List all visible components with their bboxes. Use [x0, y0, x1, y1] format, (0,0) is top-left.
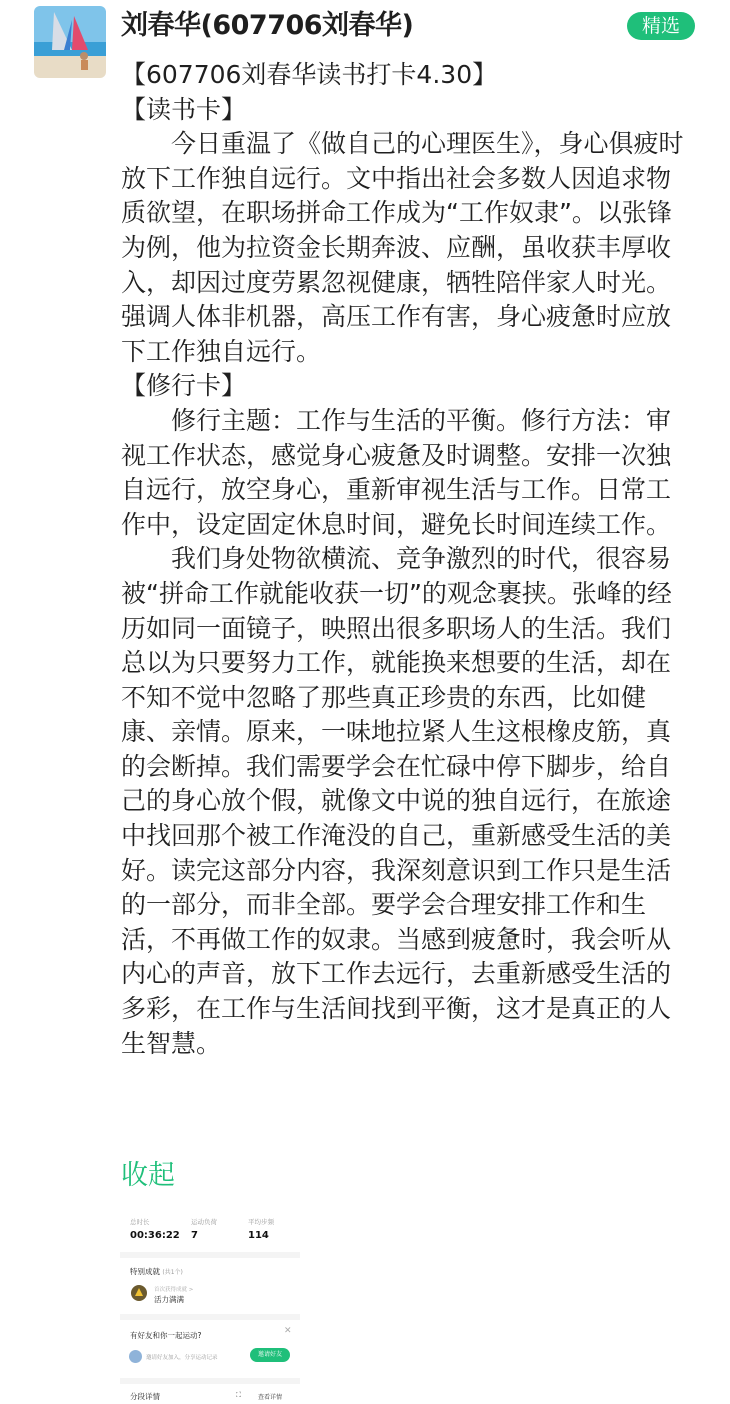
post-content [121, 58, 691, 1061]
medal-icon [131, 1285, 147, 1301]
friend-avatar-icon [129, 1350, 142, 1363]
stat-load [191, 1217, 217, 1241]
achievements-panel [120, 1258, 300, 1314]
paragraph-practice: 修行主题：工作与生活的平衡。修行方法：审视工作状态，感觉身心疲惫及时调整。安排一次独自远行，放空身心，重新审视生活与工作。日常工作中，设定固定休息时间，避免长时间连续工作。 [121, 405, 672, 539]
stat-label: 平均步频 [248, 1218, 274, 1226]
achievements-count: (共1个) [162, 1269, 183, 1276]
achievements-label: 特别成就 [130, 1267, 160, 1276]
avatar[interactable] [34, 6, 106, 78]
achievement-name: 活力满满 [154, 1295, 184, 1304]
invite-question: 有好友和你一起运动? [130, 1331, 202, 1340]
achievement-subtitle[interactable]: 首次获得成就 > [154, 1287, 194, 1293]
paragraph-reflection: 我们身处物欲横流、竞争激烈的时代，很容易被“拼命工作就能收获一切”的观念裹挟。张峰的经历如同一面镜子，映照出很多职场人的生活。我们总以为只要努力工作，就能换来想要的生活，却在不知不觉中忽略了那些真正珍贵的东西，比如健康、亲情。原来，一味地拉紧人生这根橡皮筋，真的会断掉。我们需要学会在忙碌中停下脚步，给自己的身心放个假，就像文中说的独自远行，在旅途中找回那个被工作淹没的自己，重新感受生活的美好。读完这部分内容，我深刻意识到工作只是生活的一部分，而非全部。要学会合理安排工作和生活，不再做工作的奴隶。当感到疲惫时，我会听从内心的声音，放下工作去远行，去重新感受生活的多彩，在工作与生活间找到平衡，这才是真正的人生智慧。 [121, 544, 672, 1058]
stat-duration [130, 1217, 180, 1241]
stat-label: 总时长 [130, 1218, 150, 1226]
stats-panel [120, 1208, 300, 1252]
expand-icon[interactable]: ⛶ [236, 1391, 241, 1399]
post-title: 【607706刘春华读书打卡4.30】 [121, 60, 498, 89]
achievements-title [130, 1266, 183, 1277]
section-header-reading: 【读书卡】 [121, 94, 247, 124]
segments-title: 分段详情 [130, 1392, 160, 1401]
user-name[interactable]: 刘春华(607706刘春华) [121, 10, 414, 41]
featured-badge: 精选 [627, 12, 695, 40]
avatar-image [34, 6, 106, 78]
invite-panel [120, 1320, 300, 1378]
section-header-practice: 【修行卡】 [121, 371, 247, 401]
stat-value: 7 [191, 1230, 198, 1241]
invite-hint: 邀请好友加入，分享运动记录 [146, 1355, 218, 1361]
stat-value: 00:36:22 [130, 1230, 180, 1241]
stat-value: 114 [248, 1230, 269, 1241]
stat-label: 运动负荷 [191, 1218, 217, 1226]
segments-panel [120, 1384, 300, 1404]
collapse-link[interactable]: 收起 [121, 1160, 175, 1191]
attached-screenshot[interactable] [120, 1208, 300, 1404]
view-details-link[interactable]: 查看详情 [258, 1394, 283, 1401]
close-icon[interactable]: ✕ [284, 1326, 292, 1336]
invite-friend-button[interactable]: 邀请好友 [250, 1348, 290, 1362]
paragraph-reading: 今日重温了《做自己的心理医生》，身心俱疲时放下工作独自远行。文中指出社会多数人因追求物质欲望，在职场拼命工作成为“工作奴隶”。以张锋为例，他为拉资金长期奔波、应酬，虽收获丰厚收入，却因过度劳累忽视健康，牺牲陪伴家人时光。强调人体非机器，高压工作有害，身心疲惫时应放下工作独自远行。 [121, 129, 684, 366]
stat-cadence [248, 1217, 274, 1241]
